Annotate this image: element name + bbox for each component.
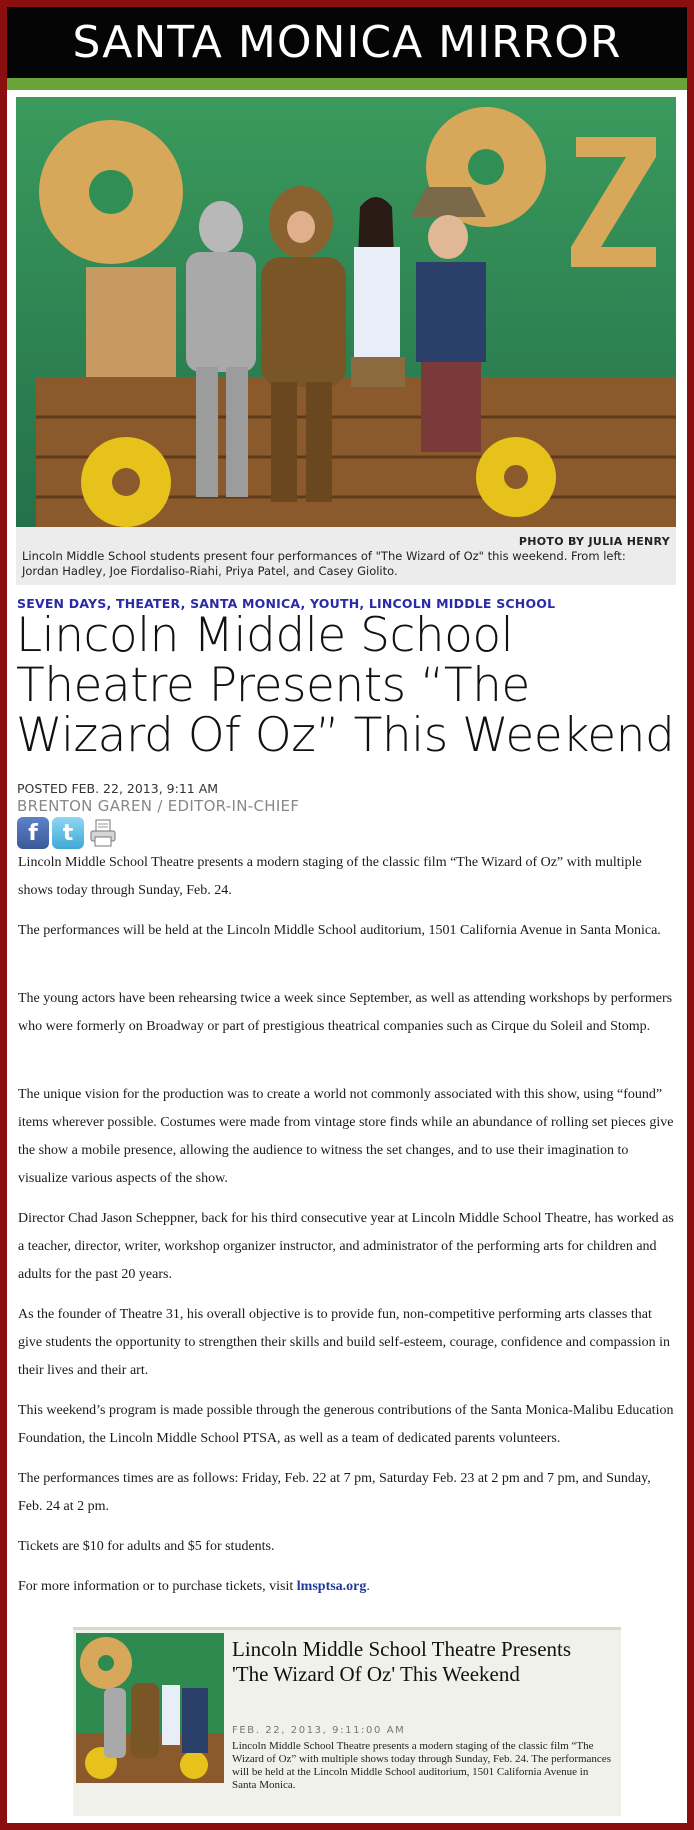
- stage-scene-illustration: [16, 97, 676, 527]
- posted-date: POSTED FEB. 22, 2013, 9:11 AM: [17, 781, 219, 796]
- related-date: FEB. 22, 2013, 9:11:00 AM: [232, 1725, 406, 1736]
- article-paragraph: The unique vision for the production was to create a world not commonly associated with this show, using “found” items wherever possible. Costumes were made from vintage store finds while an abundance of rolling set pieces give the show a mobile presence, allowing the audience to witness the set changes, and to use their imagination to visualize various aspects of the show.: [18, 1087, 674, 1186]
- related-title[interactable]: Lincoln Middle School Theatre Presents 'The Wizard Of Oz' This Weekend: [232, 1637, 572, 1686]
- article-paragraph: The performances will be held at the Lincoln Middle School auditorium, 1501 California Avenue in Santa Monica.: [18, 923, 661, 938]
- page-frame: [7, 7, 687, 1823]
- author-byline: BRENTON GAREN / EDITOR-IN-CHIEF: [17, 797, 300, 815]
- article-paragraph: The performances times are as follows: Friday, Feb. 22 at 7 pm, Saturday Feb. 23 at 2 pm and 7 pm, and Sunday, Feb. 24 at 2 pm.: [18, 1471, 651, 1514]
- article-paragraph: Director Chad Jason Scheppner, back for his third consecutive year at Lincoln Middle School Theatre, has worked as a teacher, director, writer, workshop organizer instructor, and administrator of the performing arts for children and adults for the past 20 years.: [18, 1211, 674, 1282]
- category-link[interactable]: THEATER: [116, 596, 181, 611]
- category-link[interactable]: YOUTH: [309, 596, 360, 611]
- site-title[interactable]: SANTA MONICA MIRROR: [72, 17, 622, 68]
- photo-caption: Lincoln Middle School students present four performances of "The Wizard of Oz" this weekend. From left: Jordan Hadley, Joe Fiordaliso-Riahi, Priya Patel, and Casey Giolito.: [22, 549, 626, 578]
- facebook-icon[interactable]: f: [17, 817, 49, 849]
- related-excerpt: Lincoln Middle School Theatre presents a modern staging of the classic film “The Wizard of Oz” with multiple shows today through Sunday, Feb. 24. The performances will be held at the Lincoln Middle School auditorium, 1501 California Avenue in Santa Monica.: [232, 1740, 611, 1791]
- article-headline: Lincoln Middle School Theatre Presents “The Wizard Of Oz” This Weekend: [16, 608, 675, 763]
- more-info-paragraph: [18, 1573, 678, 1601]
- site-masthead[interactable]: [7, 7, 687, 78]
- twitter-icon[interactable]: t: [52, 817, 84, 849]
- more-info-text: For more information or to purchase tickets, visit: [18, 1579, 297, 1594]
- category-list: SEVEN DAYS, THEATER, SANTA MONICA, YOUTH, LINCOLN MIDDLE SCHOOL: [17, 596, 556, 611]
- share-bar: [17, 817, 119, 849]
- article-paragraph: This weekend’s program is made possible through the generous contributions of the Santa Monica-Malibu Education Foundation, the Lincoln Middle School PTSA, as well as a team of dedicated parents volunteers.: [18, 1403, 674, 1446]
- lmsptsa-link[interactable]: lmsptsa.org: [296, 1579, 367, 1594]
- article-paragraph: The young actors have been rehearsing twice a week since September, as well as attending workshops by performers who were formerly on Broadway or part of prestigious theatrical companies such as Cirque du Soleil and Stomp.: [18, 991, 673, 1034]
- related-thumbnail[interactable]: [76, 1633, 224, 1783]
- photo-caption-box: [16, 527, 676, 585]
- category-link[interactable]: LINCOLN MIDDLE SCHOOL: [368, 596, 556, 611]
- related-article-card[interactable]: [73, 1627, 621, 1816]
- article-paragraph: As the founder of Theatre 31, his overall objective is to provide fun, non-competitive performing arts classes that give students the opportunity to strengthen their skills and build self-esteem, courage, confidence and compassion in their lives and their art.: [18, 1307, 671, 1378]
- print-icon[interactable]: [87, 817, 119, 849]
- category-link[interactable]: SEVEN DAYS: [17, 596, 107, 611]
- accent-bar: [7, 78, 687, 90]
- article-paragraph: Lincoln Middle School Theatre presents a modern staging of the classic film “The Wizard of Oz” with multiple shows today through Sunday, Feb. 24.: [18, 855, 642, 898]
- photo-credit: PHOTO BY JULIA HENRY: [518, 535, 670, 548]
- article-paragraph: Tickets are $10 for adults and $5 for students.: [18, 1539, 275, 1554]
- category-link[interactable]: SANTA MONICA: [190, 596, 301, 611]
- more-info-suffix: .: [366, 1579, 370, 1594]
- article-photo: [16, 97, 676, 527]
